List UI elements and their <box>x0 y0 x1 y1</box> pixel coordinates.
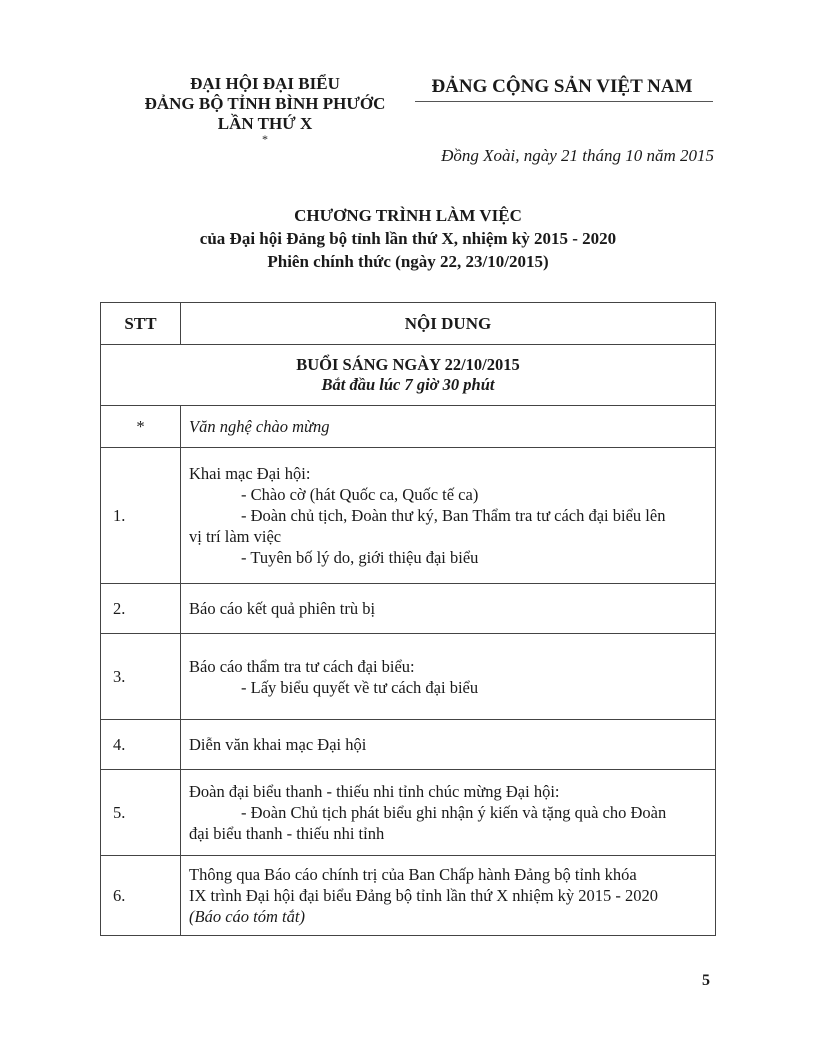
congress-line-2: ĐẢNG BỘ TỈNH BÌNH PHƯỚC <box>144 94 386 113</box>
title-sub-2: Phiên chính thức (ngày 22, 23/10/2015) <box>267 252 549 271</box>
title-main: CHƯƠNG TRÌNH LÀM VIỆC <box>294 206 522 225</box>
table-row <box>101 720 716 770</box>
session-title: BUỔI SÁNG NGÀY 22/10/2015 <box>296 355 520 374</box>
party-name: ĐẢNG CỘNG SẢN VIỆT NAM <box>431 76 693 97</box>
congress-line-1: ĐẠI HỘI ĐẠI BIỂU <box>190 74 340 93</box>
content-line: Báo cáo thẩm tra tư cách đại biểu: <box>189 656 415 676</box>
table-row <box>101 856 716 936</box>
row-content <box>181 856 716 936</box>
row-stt: 6. <box>101 856 181 936</box>
content-line: IX trình Đại hội đại biểu Đảng bộ tỉnh lần thứ X nhiệm kỳ 2015 - 2020 <box>189 886 659 905</box>
col-content-header: NỘI DUNG <box>181 303 716 345</box>
session-start-time: Bắt đầu lúc 7 giờ 30 phút <box>321 375 495 394</box>
title-sub-1: của Đại hội Đảng bộ tỉnh lần thứ X, nhiệm kỳ 2015 - 2020 <box>199 229 617 248</box>
content-line: - Đoàn Chủ tịch phát biểu ghi nhận ý kiến và tặng quà cho Đoàn <box>241 803 667 822</box>
content-line: - Tuyên bố lý do, giới thiệu đại biểu <box>241 548 479 567</box>
content-line: Khai mạc Đại hội: <box>189 464 311 483</box>
row-stt: 4. <box>101 720 181 770</box>
document-title <box>100 204 716 273</box>
congress-header <box>135 74 395 144</box>
table-header-row <box>101 303 716 345</box>
table-row <box>101 770 716 856</box>
content-line: Thông qua Báo cáo chính trị của Ban Chấp hành Đảng bộ tỉnh khóa <box>189 865 637 884</box>
content-line: Đoàn đại biểu thanh - thiếu nhi tỉnh chúc mừng Đại hội: <box>189 782 560 801</box>
content-line: - Chào cờ (hát Quốc ca, Quốc tế ca) <box>241 485 479 504</box>
program-table <box>100 302 716 936</box>
party-underline <box>415 101 713 102</box>
col-stt-header: STT <box>101 303 181 345</box>
row-content: Diễn văn khai mạc Đại hội <box>181 720 716 770</box>
row-content: Báo cáo kết quả phiên trù bị <box>181 584 716 634</box>
row-stt: 1. <box>101 448 181 584</box>
table-row <box>101 584 716 634</box>
place-date: Đồng Xoài, ngày 21 tháng 10 năm 2015 <box>441 146 714 165</box>
row-content <box>181 634 716 720</box>
table-row <box>101 634 716 720</box>
congress-line-3: LẦN THỨ X <box>217 114 313 133</box>
row-stt: 2. <box>101 584 181 634</box>
header-star: * <box>262 132 268 146</box>
content-line: - Lấy biểu quyết về tư cách đại biểu <box>241 677 479 697</box>
row-content <box>181 770 716 856</box>
table-row <box>101 406 716 448</box>
page-number: 5 <box>702 972 710 989</box>
content-line: - Đoàn chủ tịch, Đoàn thư ký, Ban Thẩm tra tư cách đại biểu lên <box>241 506 666 525</box>
row-content <box>181 448 716 584</box>
content-line: (Báo cáo tóm tắt) <box>189 907 305 926</box>
session-cell <box>101 345 716 406</box>
session-row <box>101 345 716 406</box>
row-content: Văn nghệ chào mừng <box>181 406 716 448</box>
row-stt: 3. <box>101 634 181 720</box>
row-stt: 5. <box>101 770 181 856</box>
row-stt: * <box>101 406 181 448</box>
content-line: đại biểu thanh - thiếu nhi tỉnh <box>189 824 385 843</box>
table-row <box>101 448 716 584</box>
content-line: vị trí làm việc <box>189 527 282 546</box>
